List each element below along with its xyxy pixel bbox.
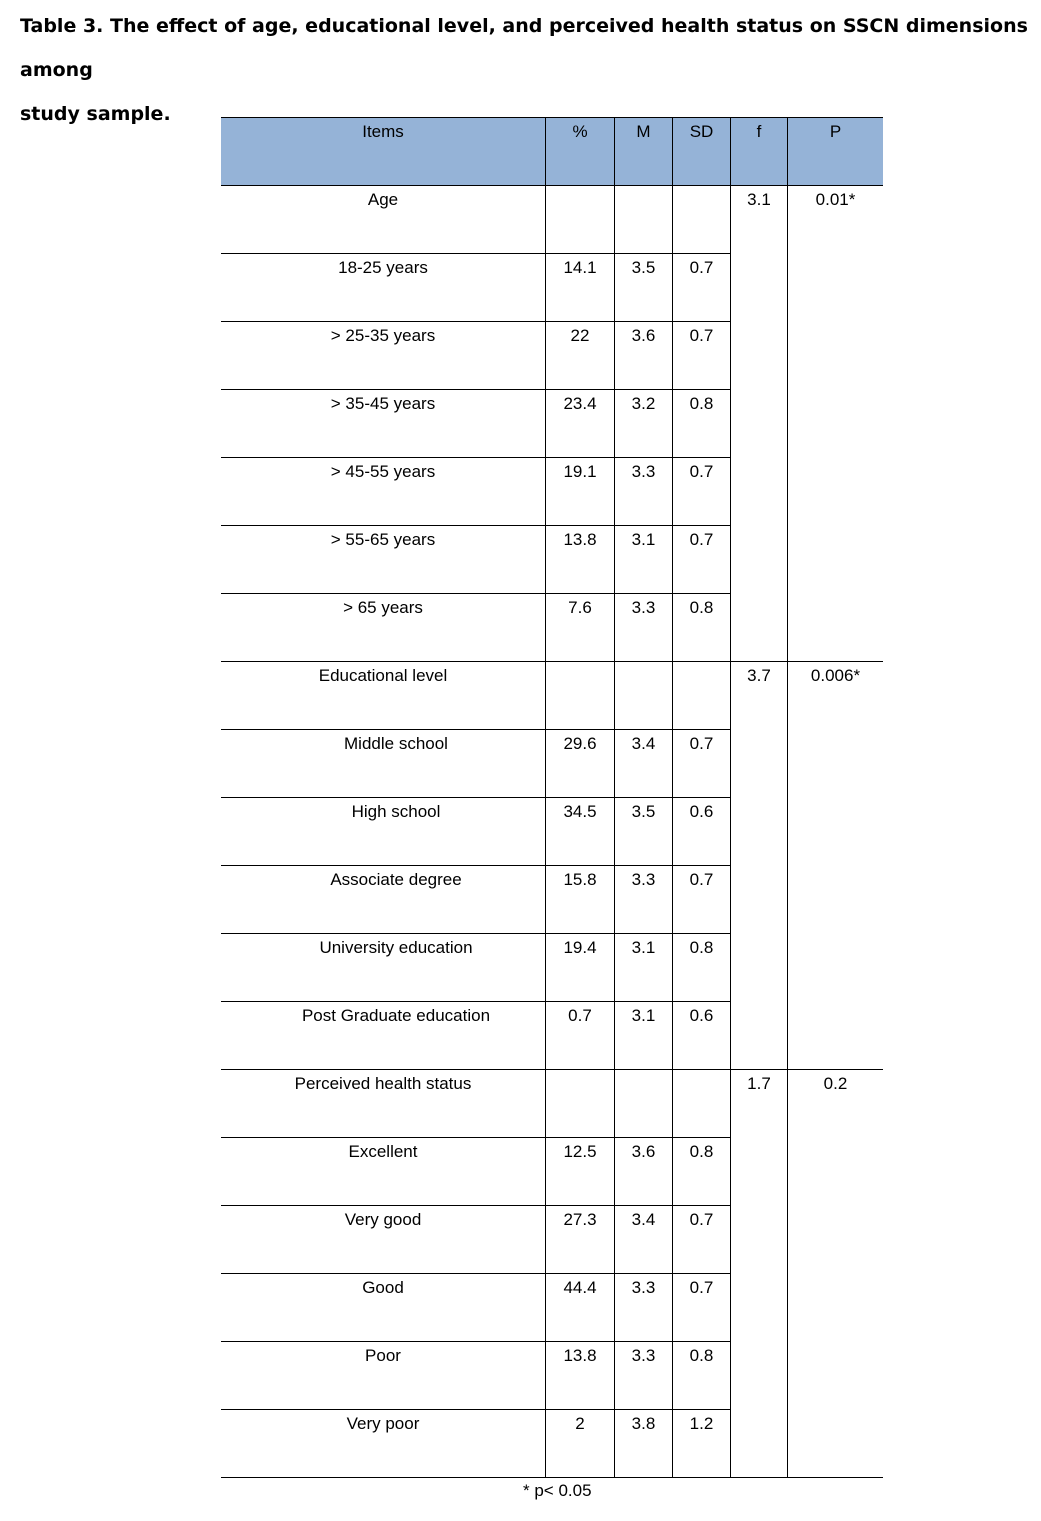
footnote: * p< 0.05 <box>523 1481 592 1500</box>
row-mean: 3.5 <box>615 254 673 322</box>
row-percent: 19.4 <box>546 934 615 1002</box>
caption-line-2: study sample. <box>20 103 171 125</box>
row-percent: 19.1 <box>546 458 615 526</box>
header-sd: SD <box>673 118 731 186</box>
group-sd <box>673 186 731 254</box>
row-mean: 3.6 <box>615 322 673 390</box>
group-label: Perceived health status <box>221 1070 546 1138</box>
row-percent: 27.3 <box>546 1206 615 1274</box>
group-sd <box>673 1070 731 1138</box>
row-sd: 0.8 <box>673 934 731 1002</box>
group-percent <box>546 1070 615 1138</box>
group-f-value: 1.7 <box>731 1070 788 1478</box>
group-p-value: 0.2 <box>788 1070 884 1478</box>
group-row <box>221 1070 883 1138</box>
row-percent: 15.8 <box>546 866 615 934</box>
group-p-value: 0.01* <box>788 186 884 662</box>
row-mean: 3.3 <box>615 866 673 934</box>
row-sd: 0.6 <box>673 1002 731 1070</box>
group-f-value: 3.7 <box>731 662 788 1070</box>
row-label: > 45-55 years <box>221 458 546 526</box>
row-sd: 0.7 <box>673 1274 731 1342</box>
row-sd: 0.7 <box>673 866 731 934</box>
row-label: Very poor <box>221 1410 546 1478</box>
group-mean <box>615 1070 673 1138</box>
row-mean: 3.2 <box>615 390 673 458</box>
row-percent: 13.8 <box>546 526 615 594</box>
header-items: Items <box>221 118 546 186</box>
group-row <box>221 186 883 254</box>
row-sd: 0.7 <box>673 730 731 798</box>
row-percent: 22 <box>546 322 615 390</box>
header-f: f <box>731 118 788 186</box>
group-f-value: 3.1 <box>731 186 788 662</box>
group-label: Educational level <box>221 662 546 730</box>
row-sd: 0.7 <box>673 254 731 322</box>
row-mean: 3.3 <box>615 1342 673 1410</box>
row-sd: 0.8 <box>673 1342 731 1410</box>
header-row <box>221 118 883 186</box>
group-p-value: 0.006* <box>788 662 884 1070</box>
row-sd: 0.8 <box>673 390 731 458</box>
header-p: P <box>788 118 884 186</box>
row-sd: 0.7 <box>673 1206 731 1274</box>
group-row <box>221 662 883 730</box>
row-mean: 3.1 <box>615 1002 673 1070</box>
row-label: > 65 years <box>221 594 546 662</box>
header-percent: % <box>546 118 615 186</box>
row-label: > 35-45 years <box>221 390 546 458</box>
row-label: Poor <box>221 1342 546 1410</box>
row-percent: 34.5 <box>546 798 615 866</box>
row-mean: 3.4 <box>615 1206 673 1274</box>
row-percent: 7.6 <box>546 594 615 662</box>
row-mean: 3.5 <box>615 798 673 866</box>
row-mean: 3.8 <box>615 1410 673 1478</box>
row-mean: 3.1 <box>615 934 673 1002</box>
row-label: 18-25 years <box>221 254 546 322</box>
row-percent: 2 <box>546 1410 615 1478</box>
row-label: Associate degree <box>221 866 546 934</box>
header-mean: M <box>615 118 673 186</box>
row-mean: 3.3 <box>615 1274 673 1342</box>
row-percent: 44.4 <box>546 1274 615 1342</box>
group-mean <box>615 662 673 730</box>
group-percent <box>546 186 615 254</box>
table-body <box>221 186 883 1478</box>
row-label: University education <box>221 934 546 1002</box>
row-percent: 14.1 <box>546 254 615 322</box>
group-sd <box>673 662 731 730</box>
row-sd: 0.8 <box>673 594 731 662</box>
group-percent <box>546 662 615 730</box>
group-label: Age <box>221 186 546 254</box>
row-percent: 23.4 <box>546 390 615 458</box>
row-percent: 12.5 <box>546 1138 615 1206</box>
row-sd: 1.2 <box>673 1410 731 1478</box>
row-sd: 0.8 <box>673 1138 731 1206</box>
row-percent: 29.6 <box>546 730 615 798</box>
group-mean <box>615 186 673 254</box>
row-label: Excellent <box>221 1138 546 1206</box>
row-mean: 3.3 <box>615 594 673 662</box>
row-label: > 25-35 years <box>221 322 546 390</box>
row-label: Middle school <box>221 730 546 798</box>
row-sd: 0.7 <box>673 458 731 526</box>
row-percent: 0.7 <box>546 1002 615 1070</box>
row-sd: 0.6 <box>673 798 731 866</box>
row-label: > 55-65 years <box>221 526 546 594</box>
row-label: Good <box>221 1274 546 1342</box>
row-mean: 3.4 <box>615 730 673 798</box>
row-percent: 13.8 <box>546 1342 615 1410</box>
caption-line-1: Table 3. The effect of age, educational level, and perceived health status on SSCN dimensions among <box>20 15 1028 81</box>
results-table <box>221 117 883 1478</box>
row-sd: 0.7 <box>673 526 731 594</box>
row-label: Very good <box>221 1206 546 1274</box>
row-mean: 3.1 <box>615 526 673 594</box>
row-sd: 0.7 <box>673 322 731 390</box>
row-mean: 3.3 <box>615 458 673 526</box>
row-label: High school <box>221 798 546 866</box>
row-label: Post Graduate education <box>221 1002 546 1070</box>
row-mean: 3.6 <box>615 1138 673 1206</box>
